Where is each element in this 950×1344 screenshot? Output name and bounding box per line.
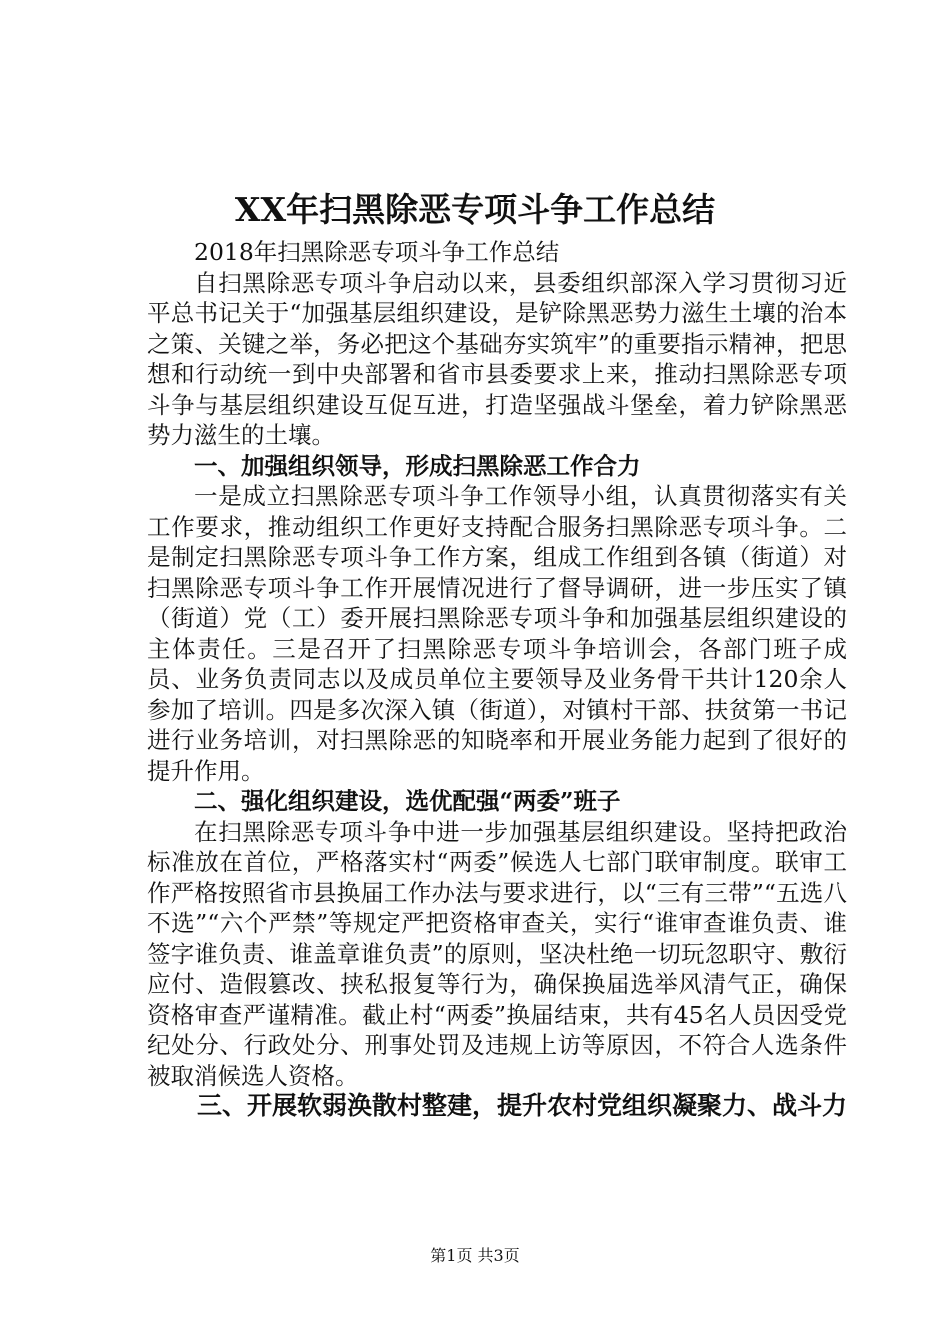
- section-heading-3: 三、开展软弱涣散村整建，提升农村党组织凝聚力、战斗力: [197, 1091, 848, 1120]
- document-body: [147, 237, 847, 1122]
- section-2-paragraph: 在扫黑除恶专项斗争中进一步加强基层组织建设。坚持把政治标准放在首位，严格落实村“两委”候选人七部门联审制度。联审工作严格按照省市县换届工作办法与要求进行，以“三有三带”“五选八不选”“六个严禁”等规定严把资格审查关，实行“谁审查谁负责、谁签字谁负责、谁盖章谁负责”的原则，坚决杜绝一切玩忽职守、敷衍应付、造假篡改、挟私报复等行为，确保换届选举风清气正，确保资格审查严谨精准。截止村“两委”换届结束，共有45名人员因受党纪处分、行政处分、刑事处罚及违规上访等原因，不符合人选条件被取消候选人资格。: [147, 817, 847, 1090]
- section-heading-2: 二、强化组织建设，选优配强“两委”班子: [194, 787, 621, 815]
- section-1-paragraph: 一是成立扫黑除恶专项斗争工作领导小组，认真贯彻落实有关工作要求，推动组织工作更好支持配合服务扫黑除恶专项斗争。二是制定扫黑除恶专项斗争工作方案，组成工作组到各镇（街道）对扫黑除恶专项斗争工作开展情况进行了督导调研，进一步压实了镇（街道）党（工）委开展扫黑除恶专项斗争和加强基层组织建设的主体责任。三是召开了扫黑除恶专项斗争培训会，各部门班子成员、业务负责同志以及成员单位主要领导及业务骨干共计120余人参加了培训。四是多次深入镇（街道），对镇村干部、扶贫第一书记进行业务培训，对扫黑除恶的知晓率和开展业务能力起到了很好的提升作用。: [147, 482, 847, 785]
- page-footer: 第1页 共3页: [430, 1246, 520, 1265]
- section-heading-1: 一、加强组织领导，形成扫黑除恶工作合力: [194, 451, 641, 480]
- subtitle-paragraph: 2018年扫黑除恶专项斗争工作总结: [194, 238, 560, 266]
- document-title: XX年扫黑除恶专项斗争工作总结: [234, 190, 716, 229]
- intro-paragraph: 自扫黑除恶专项斗争启动以来，县委组织部深入学习贯彻习近平总书记关于“加强基层组织建设，是铲除黑恶势力滋生土壤的治本之策、关键之举，务必把这个基础夯实筑牢”的重要指示精神，把思想和行动统一到中央部署和省市县委要求上来，推动扫黑除恶专项斗争与基层组织建设互促互进，打造坚强战斗堡垒，着力铲除黑恶势力滋生的土壤。: [147, 268, 847, 449]
